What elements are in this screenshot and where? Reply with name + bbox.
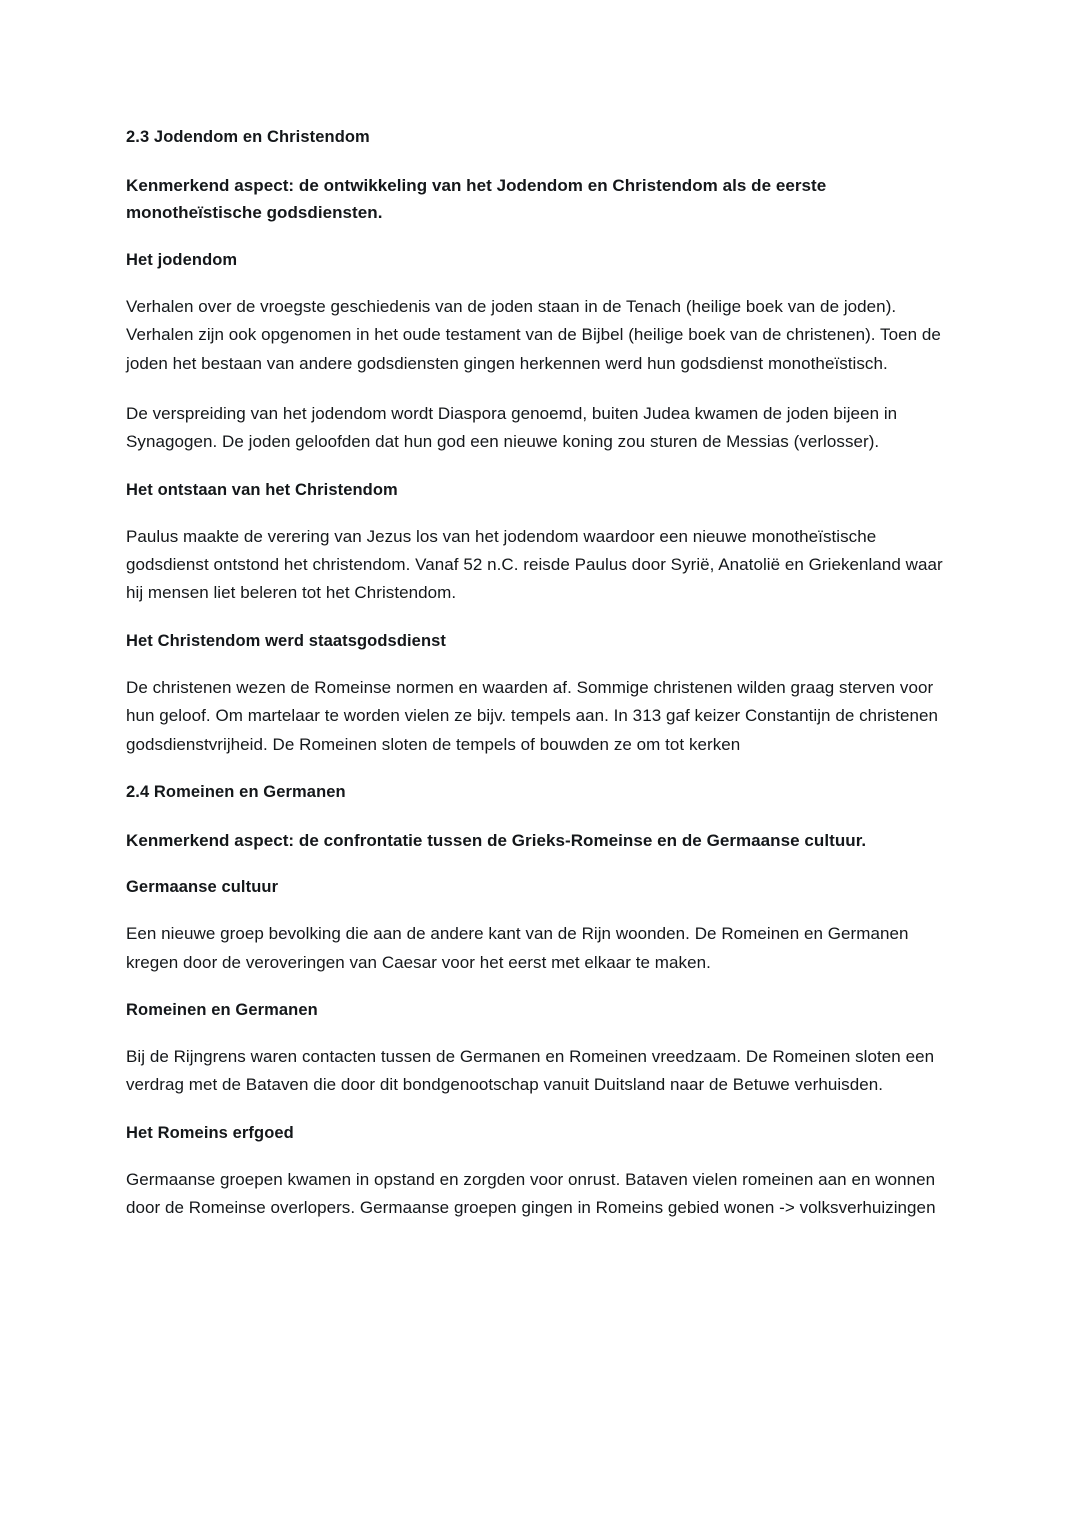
heading-christendom-staatsgodsdienst: Het Christendom werd staatsgodsdienst	[126, 631, 447, 650]
document-body	[126, 126, 952, 1222]
heading-romeins-erfgoed: Het Romeins erfgoed	[126, 1123, 294, 1142]
paragraph-germaanse-cultuur: Een nieuwe groep bevolking die aan de andere kant van de Rijn woonden. De Romeinen en Germanen kregen door de veroveringen van Caesar voor het eerst met elkaar te maken.	[126, 924, 909, 972]
paragraph-rijngrens: Bij de Rijngrens waren contacten tussen de Germanen en Romeinen vreedzaam. De Romeinen sloten een verdrag met de Bataven die door dit bondgenootschap vanuit Duitsland naar de Betuwe verhuisden.	[126, 1046, 935, 1095]
heading-germaanse-cultuur: Germaanse cultuur	[126, 878, 279, 897]
paragraph-volksverhuizingen: Germaanse groepen kwamen in opstand en zorgden voor onrust. Bataven vielen romeinen aan en wonnen door de Romeinse overlopers. Germaanse groepen gingen in Romeins gebied wonen -> volksverhuizingen	[126, 1169, 936, 1217]
heading-2-4: 2.4 Romeinen en Germanen	[126, 782, 346, 801]
kenmerkend-aspect-2-3: Kenmerkend aspect: de ontwikkeling van het Jodendom en Christendom als de eerste monotheïstische godsdiensten.	[126, 175, 827, 223]
kenmerkend-aspect-2-4: Kenmerkend aspect: de confrontatie tussen de Grieks-Romeinse en de Germaanse cultuur.	[126, 830, 867, 850]
heading-2-3: 2.3 Jodendom en Christendom	[126, 128, 370, 146]
heading-het-jodendom: Het jodendom	[126, 250, 238, 269]
heading-romeinen-en-germanen: Romeinen en Germanen	[126, 1001, 318, 1019]
paragraph-constantijn: De christenen wezen de Romeinse normen en waarden af. Sommige christenen wilden graag sterven voor hun geloof. Om martelaar te worden vielen ze bijv. tempels aan. In 313 gaf keizer Constantijn de christenen godsdienstvrijheid. De Romeinen sloten de tempels of bouwden ze om tot kerken	[126, 677, 939, 754]
paragraph-diaspora: De verspreiding van het jodendom wordt Diaspora genoemd, buiten Judea kwamen de joden bijeen in Synagogen. De joden geloofden dat hun god een nieuwe koning zou sturen de Messias (verlosser).	[126, 404, 898, 452]
paragraph-jodendom-tenach: Verhalen over de vroegste geschiedenis van de joden staan in de Tenach (heilige boek van de joden). Verhalen zijn ook opgenomen in het oude testament van de Bijbel (heilige boek van de christenen). Toen de joden het bestaan van andere godsdiensten gingen herkennen werd hun godsdienst monotheïstisch.	[126, 296, 941, 373]
heading-ontstaan-christendom: Het ontstaan van het Christendom	[126, 480, 398, 499]
paragraph-paulus: Paulus maakte de verering van Jezus los van het jodendom waardoor een nieuwe monotheïstische godsdienst ontstond het christendom. Vanaf 52 n.C. reisde Paulus door Syrië, Anatolië en Griekenland waar hij mensen liet beleren tot het Christendom.	[126, 526, 943, 603]
